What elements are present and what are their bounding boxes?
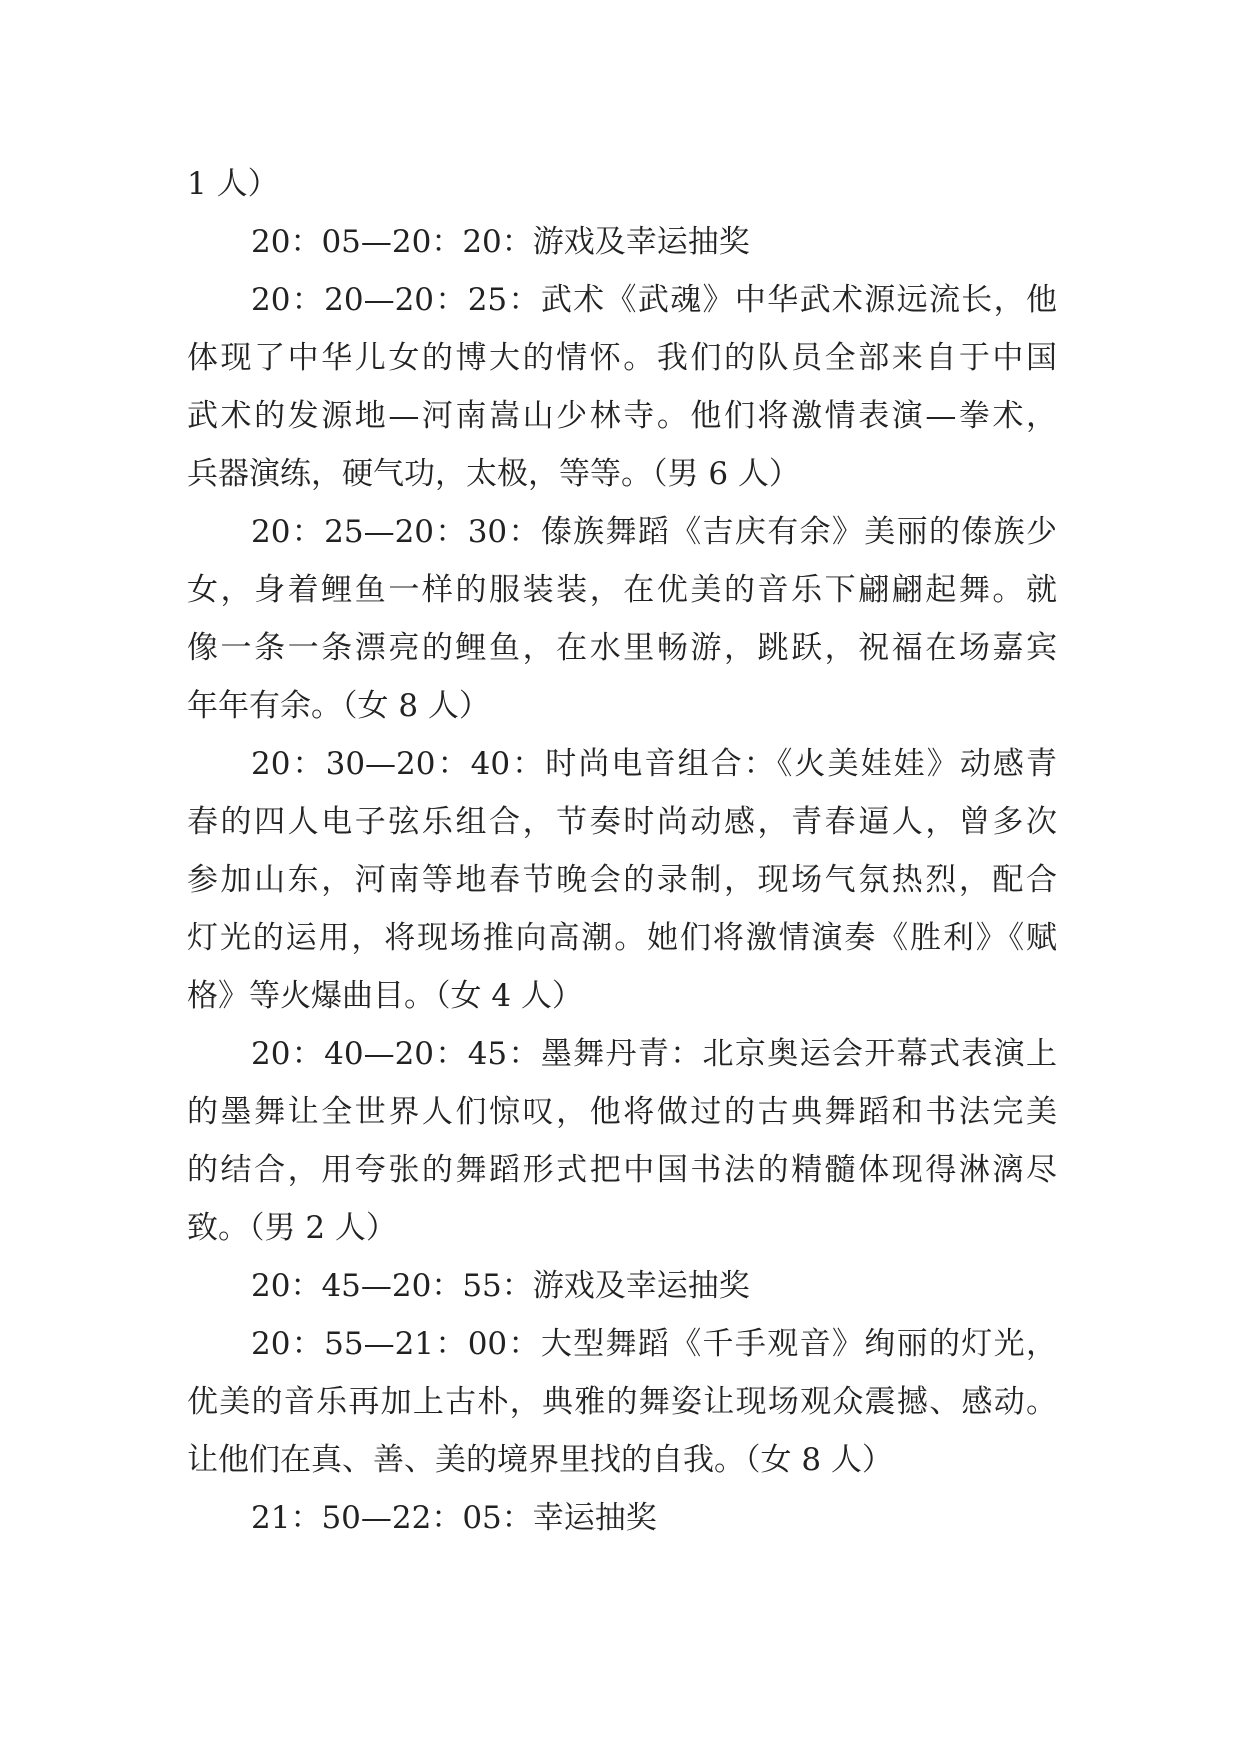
schedule-item: 21：50—22：05：幸运抽奖 <box>251 1500 657 1536</box>
schedule-item: 20：25—20：30：傣族舞蹈《吉庆有余》美丽的傣族少 <box>251 514 1057 550</box>
document-body <box>187 155 1057 1547</box>
text-line: 体现了中华儿女的博大的情怀。我们的队员全部来自于中国 <box>187 340 1057 376</box>
text-line: 的结合，用夸张的舞蹈形式把中国书法的精髓体现得淋漓尽 <box>187 1152 1057 1188</box>
schedule-item: 20：30—20：40：时尚电音组合：《火美娃娃》动感青 <box>251 746 1057 782</box>
text-line: 灯光的运用，将现场推向高潮。她们将激情演奏《胜利》《赋 <box>187 920 1057 956</box>
text-line: 春的四人电子弦乐组合，节奏时尚动感，青春逼人，曾多次 <box>187 804 1057 840</box>
schedule-item: 20：40—20：45：墨舞丹青：北京奥运会开幕式表演上 <box>251 1036 1057 1072</box>
schedule-item: 20：45—20：55：游戏及幸运抽奖 <box>251 1268 750 1304</box>
schedule-item: 20：05—20：20：游戏及幸运抽奖 <box>251 224 750 260</box>
text-line: 参加山东，河南等地春节晚会的录制，现场气氛热烈，配合 <box>187 862 1057 898</box>
text-line: 兵器演练，硬气功，太极，等等。（男 6 人） <box>187 456 800 492</box>
text-line: 年年有余。（女 8 人） <box>187 688 490 724</box>
text-line: 致。（男 2 人） <box>187 1210 397 1246</box>
text-line: 女，身着鲤鱼一样的服装装，在优美的音乐下翩翩起舞。就 <box>187 572 1057 608</box>
text-line: 让他们在真、善、美的境界里找的自我。（女 8 人） <box>187 1442 893 1478</box>
text-line: 武术的发源地—河南嵩山少林寺。他们将激情表演—拳术， <box>187 398 1057 434</box>
text-line: 1 人） <box>187 166 279 202</box>
text-line: 像一条一条漂亮的鲤鱼，在水里畅游，跳跃，祝福在场嘉宾 <box>187 630 1057 666</box>
schedule-item: 20：55—21：00：大型舞蹈《千手观音》绚丽的灯光， <box>251 1326 1057 1362</box>
schedule-item: 20：20—20：25：武术《武魂》中华武术源远流长，他 <box>251 282 1057 318</box>
text-line: 优美的音乐再加上古朴，典雅的舞姿让现场观众震撼、感动。 <box>187 1384 1057 1420</box>
text-line: 的墨舞让全世界人们惊叹，他将做过的古典舞蹈和书法完美 <box>187 1094 1057 1130</box>
text-line: 格》等火爆曲目。（女 4 人） <box>187 978 583 1014</box>
